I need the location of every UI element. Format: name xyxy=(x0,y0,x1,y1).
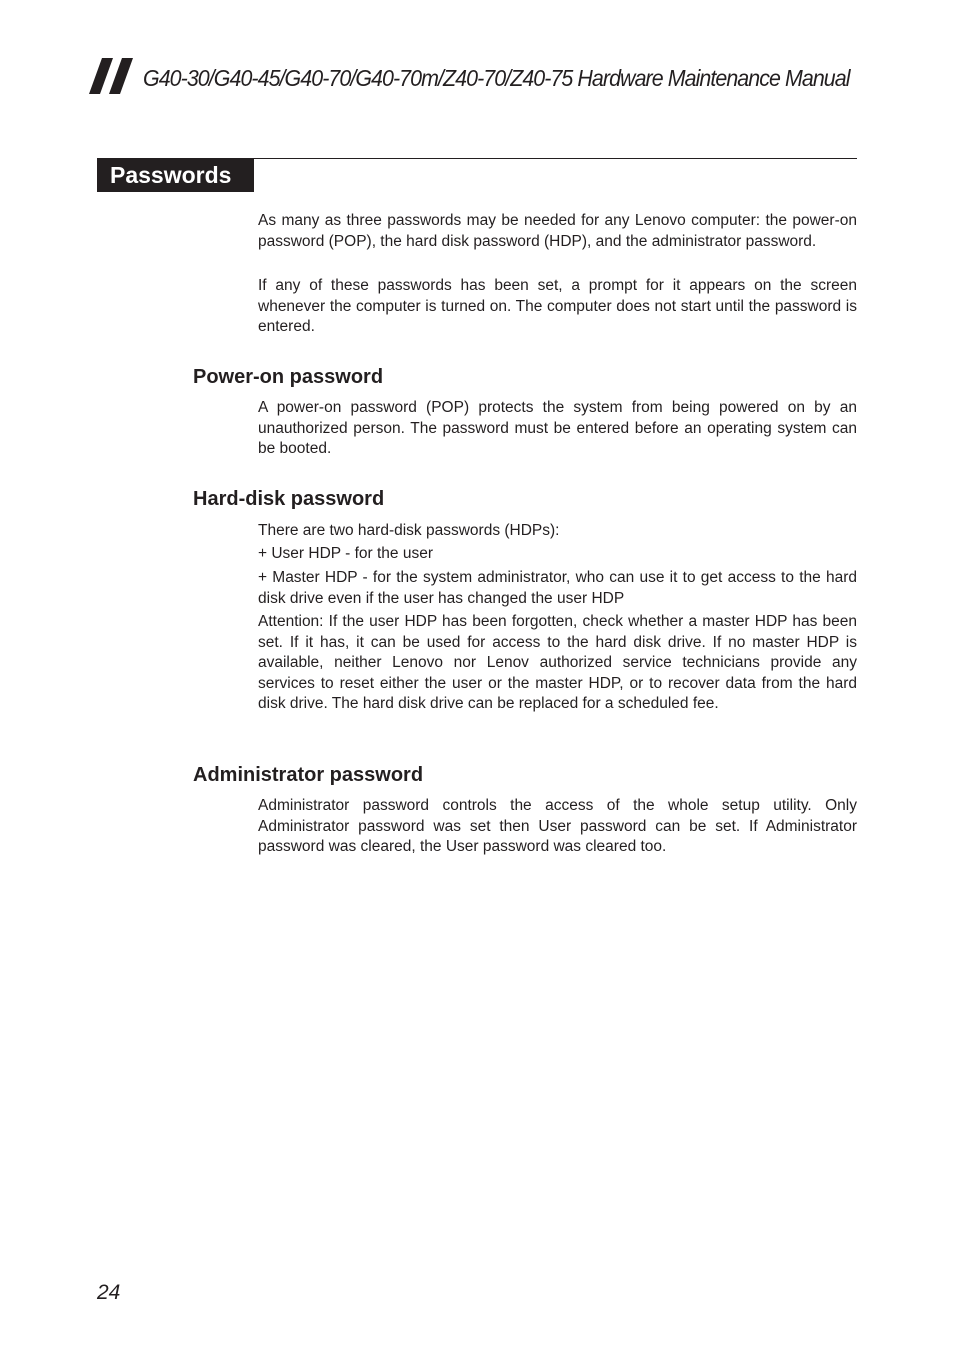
administrator-password-heading: Administrator password xyxy=(193,764,424,786)
manual-title: G40-30/G40-45/G40-70/G40-70m/Z40-70/Z40-75 Hardware Maintenance Manual xyxy=(143,65,850,91)
hard-disk-password-heading: Hard-disk password xyxy=(193,488,385,510)
hdp-attention-note: Attention: If the user HDP has been forgotten, check whether a master HDP has been set. If it has, it can be used for access to the hard disk drive. If no master HDP is available, neither Lenovo nor Lenov authorized service technicians provide any services to reset either the user or the master HDP, or to recover data from the hard disk drive. The hard disk drive can be replaced for a scheduled fee. xyxy=(258,613,857,712)
hdp-master-item: + Master HDP - for the system administrator, who can use it to get access to the hard disk drive even if the user has changed the user HDP xyxy=(258,569,857,607)
power-on-password-heading: Power-on password xyxy=(193,366,384,388)
intro-paragraph-2: If any of these passwords has been set, a prompt for it appears on the screen whenever the computer is turned on. The computer does not start until the password is entered. xyxy=(258,277,857,335)
administrator-password-text: Administrator password controls the access of the whole setup utility. Only Administrator password was set then User password can be set. If Administrator password was cleared, the User password was cleared too. xyxy=(258,797,857,855)
double-slash-logo-icon xyxy=(89,58,135,94)
intro-paragraph-1: As many as three passwords may be needed for any Lenovo computer: the power-on password (POP), the hard disk password (HDP), and the administrator password. xyxy=(258,212,857,250)
hdp-user-item: + User HDP - for the user xyxy=(258,545,434,562)
section-title: Passwords xyxy=(97,159,254,192)
hdp-intro-line: There are two hard-disk passwords (HDPs): xyxy=(258,522,560,539)
power-on-password-text: A power-on password (POP) protects the system from being powered on by an unauthorized person. The password must be entered before an operating system can be booted. xyxy=(258,399,857,457)
page-number: 24 xyxy=(97,1281,121,1304)
